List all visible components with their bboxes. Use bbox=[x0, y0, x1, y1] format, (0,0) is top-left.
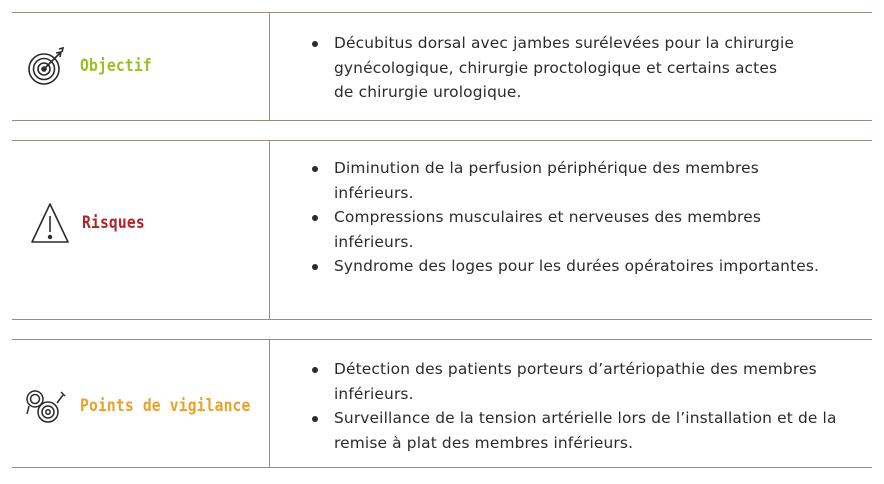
list-item: Décubitus dorsal avec jambes surélevées pour la chirurgie gynécologique, chirurgie proctologique et certains actes de chirurgie urologique. bbox=[310, 31, 800, 105]
objectif-content bbox=[310, 31, 800, 105]
list-item: Diminution de la perfusion périphérique des membres inférieurs. bbox=[310, 156, 820, 205]
vigilance-label: Points de vigilance bbox=[80, 396, 251, 416]
table-rule bbox=[12, 339, 872, 340]
vigilance-list bbox=[310, 357, 850, 455]
list-item: Syndrome des loges pour les durées opératoires importantes. bbox=[310, 254, 820, 279]
table-rule bbox=[12, 120, 872, 121]
table-rule bbox=[12, 140, 872, 141]
table-rule bbox=[12, 12, 872, 13]
objectif-list bbox=[310, 31, 800, 105]
risques-content bbox=[310, 156, 820, 279]
list-item: Surveillance de la tension artérielle lors de l’installation et de la remise à plat des membres inférieurs. bbox=[310, 406, 850, 455]
magnifier-icon bbox=[24, 387, 68, 425]
risques-label: Risques bbox=[82, 213, 145, 233]
risques-list bbox=[310, 156, 820, 279]
objectif-label-cell bbox=[26, 44, 163, 88]
warning-icon bbox=[30, 201, 70, 245]
table-rule bbox=[12, 319, 872, 320]
vigilance-content bbox=[310, 357, 850, 455]
target-icon bbox=[26, 45, 68, 87]
column-divider bbox=[269, 12, 270, 120]
column-divider bbox=[269, 140, 270, 319]
risques-label-cell bbox=[30, 200, 155, 246]
list-item: Compressions musculaires et nerveuses des membres inférieurs. bbox=[310, 205, 820, 254]
table-rule bbox=[12, 467, 872, 468]
objectif-label: Objectif bbox=[80, 56, 152, 76]
list-item: Détection des patients porteurs d’artériopathie des membres inférieurs. bbox=[310, 357, 850, 406]
vigilance-label-cell bbox=[24, 386, 278, 426]
